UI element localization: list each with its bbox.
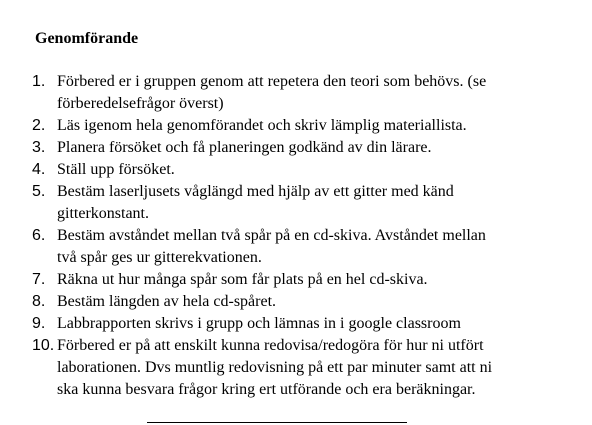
step-text: Planera försöket och få planeringen godkänd av din lärare. <box>57 139 432 156</box>
list-item <box>0 225 592 269</box>
step-number: 8. <box>32 293 46 310</box>
signature-line <box>147 422 407 423</box>
step-text: Läs igenom hela genomförandet och skriv lämplig materiallista. <box>57 117 467 134</box>
step-text: Bestäm avståndet mellan två spår på en cd-skiva. Avståndet mellan <box>57 227 486 244</box>
step-number: 6. <box>32 227 46 244</box>
step-number: 10. <box>32 337 55 354</box>
step-text: Förbered er på att enskilt kunna redovisa/redogöra för hur ni utfört <box>57 337 484 354</box>
step-text: Förbered er i gruppen genom att repetera den teori som behövs. (se <box>57 73 487 90</box>
procedure-list <box>0 71 592 401</box>
step-text: Bestäm längden av hela cd-spåret. <box>57 293 277 310</box>
step-text: gitterkonstant. <box>57 205 149 222</box>
list-item <box>0 269 592 291</box>
section-heading: Genomförande <box>35 30 139 47</box>
step-number: 3. <box>32 139 46 156</box>
list-item <box>0 335 592 401</box>
list-item <box>0 71 592 115</box>
step-text: Bestäm laserljusets våglängd med hjälp av ett gitter med känd <box>57 183 454 200</box>
list-item <box>0 313 592 335</box>
step-number: 1. <box>32 73 46 90</box>
step-text: laborationen. Dvs muntlig redovisning på ett par minuter samt att ni <box>57 359 493 376</box>
step-number: 5. <box>32 183 46 200</box>
step-number: 9. <box>32 315 46 332</box>
step-number: 2. <box>32 117 46 134</box>
step-text: Räkna ut hur många spår som får plats på en hel cd-skiva. <box>57 271 428 288</box>
list-item <box>0 291 592 313</box>
list-item <box>0 137 592 159</box>
step-text: förberedelsefrågor överst) <box>57 95 224 112</box>
step-number: 7. <box>32 271 46 288</box>
step-text: Labbrapporten skrivs i grupp och lämnas in i google classroom <box>57 315 461 332</box>
list-item <box>0 159 592 181</box>
step-text: Ställ upp försöket. <box>57 161 175 178</box>
step-text: två spår ges ur gitterekvationen. <box>57 249 262 266</box>
list-item <box>0 181 592 225</box>
step-number: 4. <box>32 161 46 178</box>
list-item <box>0 115 592 137</box>
step-text: ska kunna besvara frågor kring ert utförande och era beräkningar. <box>57 381 476 398</box>
